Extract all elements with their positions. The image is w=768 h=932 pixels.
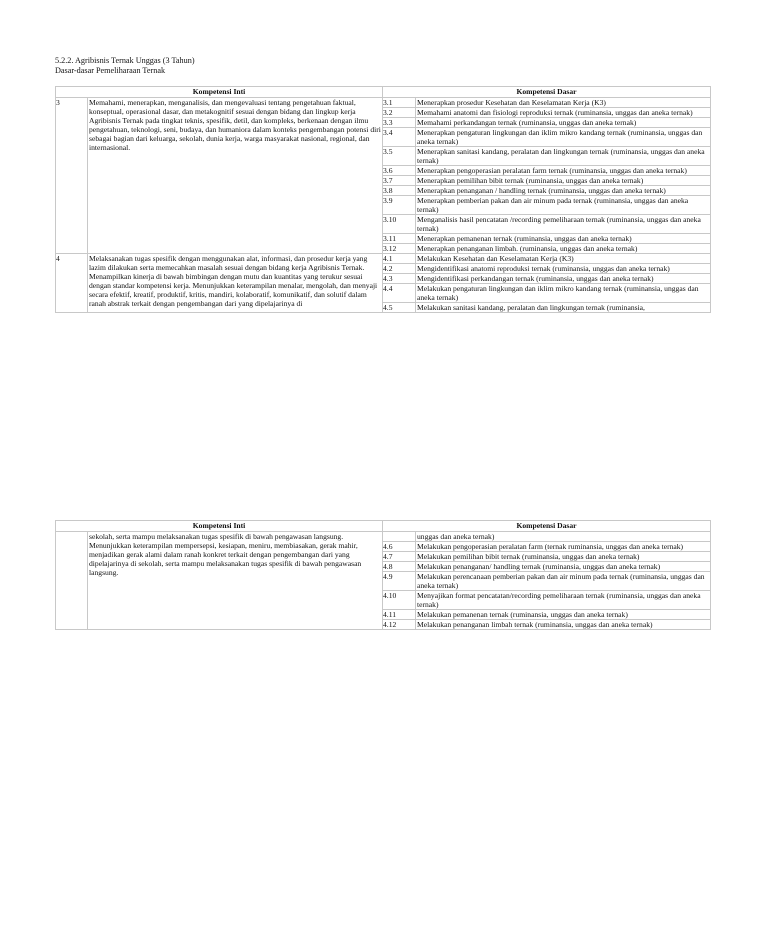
kd-number: 4.3: [383, 274, 416, 284]
kd-number: 4.2: [383, 264, 416, 274]
kd-description: Menerapkan pemanenan ternak (ruminansia, unggas dan aneka ternak): [416, 234, 711, 244]
kd-number: 4.4: [383, 284, 416, 303]
document-heading: [55, 56, 195, 76]
kd-number: 3.2: [383, 108, 416, 118]
ki-number: 4: [56, 254, 88, 313]
ki-description: Melaksanakan tugas spesifik dengan menggunakan alat, informasi, dan prosedur kerja yang lazim dilakukan serta memecahkan masalah sesuai dengan bidang kerja Agribisnis Ternak. Menampilkan kinerja di bawah bimbingan dengan mutu dan kuantitas yang terukur sesuai dengan standar kompetensi kerja. Menunjukkan keterampilan menalar, mengolah, dan menyaji secara efektif, kreatif, produktif, kritis, mandiri, kolaboratif, komunikatif, dan solutif dalam ranah abstrak terkait dengan pengembangan dari yang dipelajarinya di: [88, 254, 383, 313]
ki-number: 3: [56, 98, 88, 254]
kd-description: Menerapkan pemilihan bibit ternak (ruminansia, unggas dan aneka ternak): [416, 176, 711, 186]
kd-description: Memahami perkandangan ternak (ruminansia, unggas dan aneka ternak): [416, 118, 711, 128]
kd-description: Melakukan Kesehatan dan Keselamatan Kerja (K3): [416, 254, 711, 264]
competency-table-page-2: [55, 520, 711, 630]
kd-description: Melakukan pengoperasian peralatan farm (ternak ruminansia, unggas dan aneka ternak): [416, 542, 711, 552]
kd-description: Memahami anatomi dan fisiologi reproduksi ternak (ruminansia, unggas dan aneka ternak): [416, 108, 711, 118]
kd-description: Menerapkan pengoperasian peralatan farm ternak (ruminansia, unggas dan aneka ternak): [416, 166, 711, 176]
kd-number: 3.8: [383, 186, 416, 196]
kd-number: 3.5: [383, 147, 416, 166]
kd-description: Menerapkan pengaturan lingkungan dan iklim mikro kandang ternak (ruminansia, unggas dan aneka ternak): [416, 128, 711, 147]
kd-description-continued: unggas dan aneka ternak): [416, 532, 711, 542]
kd-description: Melakukan sanitasi kandang, peralatan dan lingkungan ternak (ruminansia,: [416, 303, 711, 313]
kd-description: Melakukan penanganan/ handling ternak (ruminansia, unggas dan aneka ternak): [416, 562, 711, 572]
kd-description: Menganalisis hasil pencatatan /recording pemeliharaan ternak (ruminansia, unggas dan aneka ternak): [416, 215, 711, 234]
kd-description: Melakukan pemilihan bibit ternak (ruminansia, unggas dan aneka ternak): [416, 552, 711, 562]
kd-number: 3.6: [383, 166, 416, 176]
table-header-row: [56, 521, 711, 532]
kd-number: 3.3: [383, 118, 416, 128]
ki-description: Memahami, menerapkan, menganalisis, dan mengevaluasi tentang pengetahuan faktual, konseptual, operasional dasar, dan metakognitif sesuai dengan bidang dan lingkup kerja Agribisnis Ternak pada tingkat teknis, spesifik, detil, dan kompleks, berkenaan dengan ilmu pengetahuan, teknologi, seni, budaya, dan humaniora dalam konteks pengembangan potensi diri sebagai bagian dari keluarga, sekolah, dunia kerja, warga masyarakat nasional, regional, dan internasional.: [88, 98, 383, 254]
kd-number: 4.6: [383, 542, 416, 552]
header-kompetensi-dasar: Kompetensi Dasar: [383, 87, 711, 98]
kd-number: [383, 532, 416, 542]
kd-description: Menerapkan sanitasi kandang, peralatan dan lingkungan ternak (ruminansia, unggas dan aneka ternak): [416, 147, 711, 166]
table-row: [56, 532, 711, 542]
kd-number: 4.11: [383, 610, 416, 620]
subject-title: Dasar-dasar Pemeliharaan Ternak: [55, 66, 166, 75]
competency-table-page-1: [55, 86, 711, 313]
kd-number: 4.5: [383, 303, 416, 313]
kd-number: 3.12: [383, 244, 416, 254]
kd-number: 3.10: [383, 215, 416, 234]
section-title: 5.2.2. Agribisnis Ternak Unggas (3 Tahun): [55, 56, 195, 65]
kd-description: Menerapkan prosedur Kesehatan dan Keselamatan Kerja (K3): [416, 98, 711, 108]
kd-description: Menerapkan penanganan / handling ternak (ruminansia, unggas dan aneka ternak): [416, 186, 711, 196]
kd-description: Mengidentifikasi perkandangan ternak (ruminansia, unggas dan aneka ternak): [416, 274, 711, 284]
kd-number: 4.9: [383, 572, 416, 591]
header-kompetensi-inti: Kompetensi Inti: [56, 521, 383, 532]
kd-number: 3.4: [383, 128, 416, 147]
kd-description: Menyajikan format pencatatan/recording pemeliharaan ternak (ruminansia, unggas dan aneka ternak): [416, 591, 711, 610]
kd-description: Menerapkan penanganan limbah. (ruminansia, unggas dan aneka ternak): [416, 244, 711, 254]
kd-description: Melakukan pemanenan ternak (ruminansia, unggas dan aneka ternak): [416, 610, 711, 620]
header-kompetensi-dasar: Kompetensi Dasar: [383, 521, 711, 532]
kd-number: 4.12: [383, 620, 416, 630]
table-row: [56, 98, 711, 108]
ki-number: [56, 532, 88, 630]
kd-description: Melakukan penanganan limbah ternak (ruminansia, unggas dan aneka ternak): [416, 620, 711, 630]
kd-number: 3.1: [383, 98, 416, 108]
kd-number: 3.7: [383, 176, 416, 186]
table-row: [56, 254, 711, 264]
kd-number: 4.1: [383, 254, 416, 264]
kd-description: Mengidentifikasi anatomi reproduksi ternak (ruminansia, unggas dan aneka ternak): [416, 264, 711, 274]
kd-number: 4.7: [383, 552, 416, 562]
header-kompetensi-inti: Kompetensi Inti: [56, 87, 383, 98]
kd-description: Melakukan pengaturan lingkungan dan iklim mikro kandang ternak (ruminansia, unggas dan aneka ternak): [416, 284, 711, 303]
kd-number: 4.8: [383, 562, 416, 572]
kd-description: Menerapkan pemberian pakan dan air minum pada ternak (ruminansia, unggas dan aneka ternak): [416, 196, 711, 215]
kd-description: Melakukan perencanaan pemberian pakan dan air minum pada ternak (ruminansia, unggas dan aneka ternak): [416, 572, 711, 591]
kd-number: 4.10: [383, 591, 416, 610]
kd-number: 3.9: [383, 196, 416, 215]
kd-number: 3.11: [383, 234, 416, 244]
table-header-row: [56, 87, 711, 98]
ki-description-continued: sekolah, serta mampu melaksanakan tugas spesifik di bawah pengawasan langsung. Menunjukkan keterampilan mempersepsi, kesiapan, meniru, membiasakan, gerak mahir, menjadikan gerak alami dalam ranah konkret terkait dengan pengembangan dari yang dipelajarinya di sekolah, serta mampu melaksanakan tugas spesifik di bawah pengawasan langsung.: [88, 532, 383, 630]
